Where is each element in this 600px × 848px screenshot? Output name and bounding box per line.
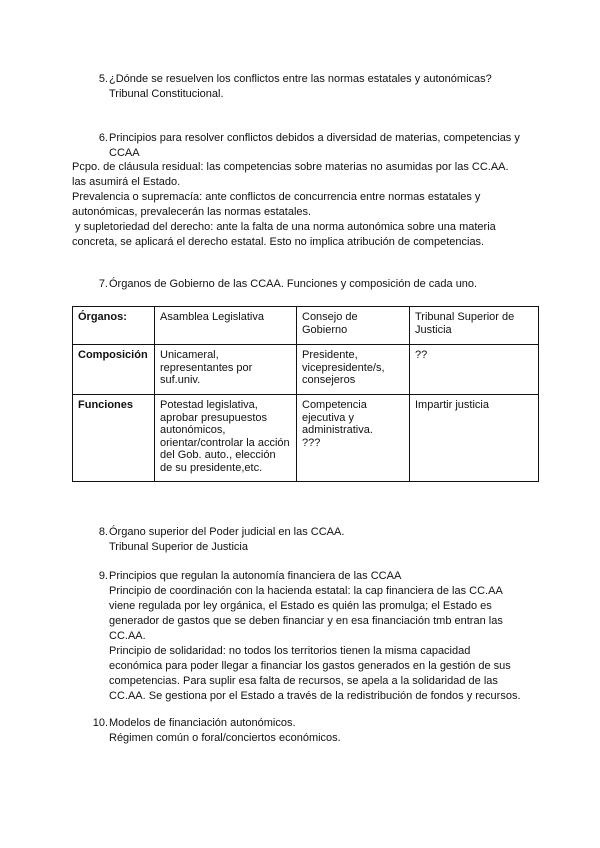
item-answer: Tribunal Constitucional.	[109, 88, 224, 100]
item-question-line: Principios para resolver conflictos debidos a diversidad de materias, competencias y	[109, 132, 520, 144]
answer-line: viene regulada por ley orgánica, el Estado es quién las promulga; el Estado es	[109, 600, 492, 612]
table-header-row	[73, 307, 539, 345]
organos-table	[72, 306, 539, 482]
answer-line: concreta, se aplicará el derecho estatal. Esto no implica atribución de competencias.	[72, 236, 485, 248]
item-answer: Régimen común o foral/conciertos económicos.	[109, 732, 341, 744]
item-number: 8.	[98, 526, 108, 538]
answer-line: las asumirá el Estado.	[72, 176, 181, 188]
answer-line: CC.AA. Se gestiona por el Estado a través de la redistribución de fondos y recursos.	[109, 690, 521, 702]
table-header-cell: Tribunal Superior de Justicia	[410, 307, 539, 345]
answer-line: Principio de coordinación con la hacienda estatal: la cap financiera de las CC.AA	[109, 585, 503, 597]
table-row-funciones	[73, 395, 539, 482]
answer-line: competencias. Para suplir esa falta de recursos, se apela a la solidaridad de las	[109, 675, 498, 687]
table-row-composicion	[73, 345, 539, 395]
answer-line: Pcpo. de cláusula residual: las competencias sobre materias no asumidas por las CC.AA.	[72, 161, 509, 173]
item-question: Principios que regulan la autonomía financiera de las CCAA	[109, 570, 402, 582]
item-number: 6.	[98, 132, 108, 144]
item-question-line: CCAA	[109, 147, 140, 159]
answer-line: y supletoriedad del derecho: ante la falta de una norma autonómica sobre una materia	[72, 221, 496, 233]
table-cell: ??	[410, 345, 539, 395]
row-label: Composición	[73, 345, 155, 395]
answer-line: generador de gastos que se deben financiar y en esa financiación tmb entran las	[109, 615, 503, 627]
item-number: 9.	[98, 570, 108, 582]
item-question: Órgano superior del Poder judicial en las CCAA.	[109, 526, 345, 538]
answer-line: económica para poder llegar a financiar los gastos generados en la gestión de sus	[109, 660, 511, 672]
answer-line: Prevalencia o supremacía: ante conflictos de concurrencia entre normas estatales y	[72, 191, 481, 203]
item-6-answer	[72, 160, 542, 250]
table-cell: Impartir justicia	[410, 395, 539, 482]
table-cell: Potestad legislativa, aprobar presupuestos autonómicos, orientar/controlar la acción del Gob. auto., elección de su presidente,etc.	[155, 395, 297, 482]
table-cell: Competencia ejecutiva y administrativa. ???	[297, 395, 410, 482]
item-number: 10.	[92, 717, 108, 729]
item-number: 5.	[98, 73, 108, 85]
table-cell: Unicameral, representantes por suf.univ.	[155, 345, 297, 395]
item-answer: Tribunal Superior de Justicia	[109, 541, 248, 553]
table-header-cell: Asamblea Legislativa	[155, 307, 297, 345]
row-label: Funciones	[73, 395, 155, 482]
item-question: Modelos de financiación autonómicos.	[109, 717, 296, 729]
item-number: 7.	[98, 278, 108, 290]
answer-line: autonómicas, prevalecerán las normas estatales.	[72, 206, 312, 218]
table-header-cell: Órganos:	[73, 307, 155, 345]
answer-line: CC.AA.	[109, 630, 146, 642]
table-header-cell: Consejo de Gobierno	[297, 307, 410, 345]
item-question: Órganos de Gobierno de las CCAA. Funciones y composición de cada uno.	[109, 278, 478, 290]
item-question: ¿Dónde se resuelven los conflictos entre las normas estatales y autonómicas?	[109, 73, 492, 85]
answer-line: Principio de solidaridad: no todos los territorios tienen la misma capacidad	[109, 645, 471, 657]
table-cell: Presidente, vicepresidente/s, consejeros	[297, 345, 410, 395]
